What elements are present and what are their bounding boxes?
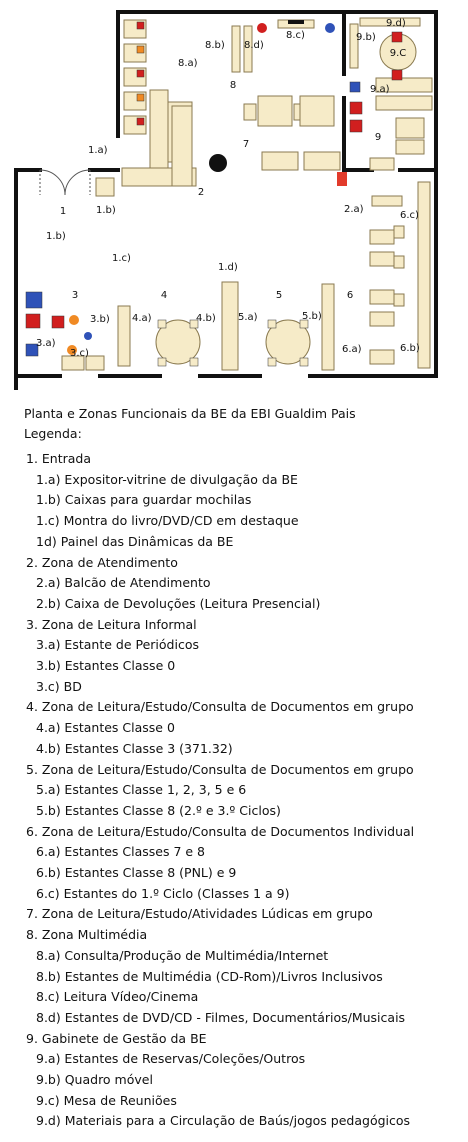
zone-number: 1: [59, 206, 67, 217]
blue-chair: [350, 82, 360, 92]
legend-subitem: 8.d) Estantes de DVD/CD - Filmes, Documentários/Musicais: [36, 1009, 406, 1025]
zone-label: 9.b): [356, 32, 376, 43]
legend-subitem: 1.b) Caixas para guardar mochilas: [36, 492, 252, 508]
legend-subitem: 8.b) Estantes de Multimédia (CD-Rom)/Livros Inclusivos: [36, 968, 383, 984]
shelf: [150, 90, 168, 170]
zone-label: 1.a): [88, 145, 108, 156]
legend-subitem: 5.a) Estantes Classe 1, 2, 3, 5 e 6: [36, 782, 247, 798]
shelf: [418, 182, 430, 368]
shelf: [370, 350, 394, 364]
blue-chair: [26, 292, 42, 308]
tv-screen: [288, 20, 304, 24]
zone-label: 6.b): [400, 343, 420, 354]
legend-subitem: 9.c) Mesa de Reuniões: [36, 1092, 177, 1108]
blue-chair: [268, 320, 276, 328]
red-chair: [26, 314, 40, 328]
fire-extinguisher: [337, 172, 347, 186]
zone-label: 1.c): [112, 253, 131, 264]
zone-label: 3.a): [36, 338, 56, 349]
shelf: [222, 282, 238, 370]
shelf: [350, 24, 358, 68]
zone-label: 8.a): [178, 58, 198, 69]
shelf: [394, 294, 404, 306]
shelf: [372, 196, 402, 206]
zone-number: 5: [275, 290, 283, 301]
legend-subitem: 9.a) Estantes de Reservas/Coleções/Outros: [36, 1051, 306, 1067]
zone-label: 6.a): [342, 344, 362, 355]
blue-chair: [268, 358, 276, 366]
zone-number: 8: [229, 80, 237, 91]
shelf: [172, 106, 192, 186]
legend-subitem: 6.b) Estantes Classe 8 (PNL) e 9: [36, 865, 237, 880]
shelf: [396, 140, 424, 154]
shelf: [304, 152, 340, 170]
legend-subitem: 8.a) Consulta/Produção de Multimédia/Internet: [36, 947, 329, 963]
legend-subitem: 2.a) Balcão de Atendimento: [36, 575, 211, 591]
legend-zone: 6. Zona de Leitura/Estudo/Consulta de Documentos Individual: [26, 823, 415, 839]
blue-pouf: [325, 23, 335, 33]
shelf: [394, 226, 404, 238]
legend-subitem: 9.d) Materiais para a Circulação de Baús/jogos pedagógicos: [36, 1113, 411, 1129]
red-chair: [137, 70, 144, 77]
zone-label: 4.b): [196, 313, 216, 324]
legend-zone: 9. Gabinete de Gestão da BE: [26, 1030, 207, 1046]
legend-subitem: 5.b) Estantes Classe 8 (2.º e 3.º Ciclos): [36, 802, 281, 818]
red-pouf: [257, 23, 267, 33]
entrance-doors: [40, 170, 90, 195]
shelf: [118, 306, 130, 366]
shelf: [394, 256, 404, 268]
shelf: [396, 118, 424, 138]
zone-label: 8.b): [205, 40, 225, 51]
black-round-table: [209, 154, 227, 172]
legend-zone: 1. Entrada: [26, 451, 92, 466]
legend-zone: 8. Zona Multimédia: [26, 927, 148, 943]
zone-number: 6: [346, 290, 354, 301]
shelf: [294, 104, 300, 120]
shelf: [370, 290, 394, 304]
legend-zone: 5. Zona de Leitura/Estudo/Consulta de Documentos em grupo: [26, 761, 414, 777]
shelf: [370, 230, 394, 244]
zone-number: 2: [197, 187, 205, 198]
legend-subitem: 1.a) Expositor-vitrine de divulgação da BE: [36, 471, 298, 487]
legend-subitem: 6.a) Estantes Classes 7 e 8: [36, 844, 206, 860]
shelf: [262, 152, 298, 170]
shelf: [370, 312, 394, 326]
floor-plan: [0, 0, 468, 400]
legend-heading: Legenda:: [24, 426, 82, 441]
shelf: [232, 26, 240, 72]
red-chair: [52, 316, 64, 328]
zone-label: 8.c): [286, 30, 305, 41]
red-chair: [137, 118, 144, 125]
legend-zone: 2. Zona de Atendimento: [26, 554, 178, 570]
legend-subitem: 8.c) Leitura Vídeo/Cinema: [36, 989, 199, 1005]
legend-subitem: 1d) Painel das Dinâmicas da BE: [36, 533, 234, 549]
legend-subitem: 3.a) Estante de Periódicos: [36, 637, 199, 653]
zone-number: 7: [242, 139, 250, 150]
zone-label: 6.c): [400, 210, 419, 221]
legend-subitem: 4.b) Estantes Classe 3 (371.32): [36, 740, 233, 756]
blue-pouf: [84, 332, 92, 340]
zone-label: 5.a): [238, 312, 258, 323]
legend-subitem: 2.b) Caixa de Devoluções (Leitura Presencial): [36, 595, 321, 611]
zone-label: 9.a): [370, 84, 390, 95]
zone-number: 4: [160, 290, 168, 301]
legend-subitem: 1.c) Montra do livro/DVD/CD em destaque: [36, 513, 299, 529]
legend-subitem: 4.a) Estantes Classe 0: [36, 720, 175, 736]
orange-pouf: [69, 315, 79, 325]
blue-chair: [190, 358, 198, 366]
shelf: [376, 96, 432, 110]
zone-number: 9.C: [389, 48, 407, 59]
zone-label: 3.b): [90, 314, 110, 325]
shelf: [244, 104, 256, 120]
shelf: [258, 96, 292, 126]
legend-subitem: 6.c) Estantes do 1.º Ciclo (Classes 1 a 9): [36, 885, 290, 901]
legend-subitem: 3.b) Estantes Classe 0: [36, 658, 176, 673]
zone-label: 2.a): [344, 204, 364, 215]
shelf: [300, 96, 334, 126]
zone-label: 9.d): [386, 18, 406, 29]
zone-label: 1.b): [46, 231, 66, 242]
blue-chair: [158, 358, 166, 366]
zone-label: 8.d): [244, 40, 264, 51]
zone-label: 1.b): [96, 205, 116, 216]
legend-subitem: 9.b) Quadro móvel: [36, 1072, 153, 1087]
legend-zone: 4. Zona de Leitura/Estudo/Consulta de Documentos em grupo: [26, 699, 414, 715]
shelf: [370, 252, 394, 266]
zone-label: 3.c): [70, 348, 89, 359]
legend-subitem: 3.c) BD: [36, 678, 82, 694]
shelf: [96, 178, 114, 196]
furniture: [26, 18, 432, 370]
blue-chair: [158, 320, 166, 328]
zone-number: 9: [374, 132, 382, 143]
blue-chair: [300, 358, 308, 366]
zone-label: 5.b): [302, 311, 322, 322]
zone-number: 3: [71, 290, 79, 301]
plan-title: Planta e Zonas Funcionais da BE da EBI Gualdim Pais: [24, 406, 356, 421]
red-chair: [137, 22, 144, 29]
red-chair: [392, 32, 402, 42]
red-chair: [392, 70, 402, 80]
blue-chair: [137, 46, 144, 53]
legend-zone: 3. Zona de Leitura Informal: [26, 616, 197, 632]
shelf: [370, 158, 394, 170]
zone-label: 1.d): [218, 262, 238, 273]
blue-chair: [137, 94, 144, 101]
red-chair: [350, 120, 362, 132]
zone-label: 4.a): [132, 313, 152, 324]
shelf: [322, 284, 334, 370]
legend-zone: 7. Zona de Leitura/Estudo/Atividades Lúdicas em grupo: [26, 906, 373, 922]
red-chair: [350, 102, 362, 114]
